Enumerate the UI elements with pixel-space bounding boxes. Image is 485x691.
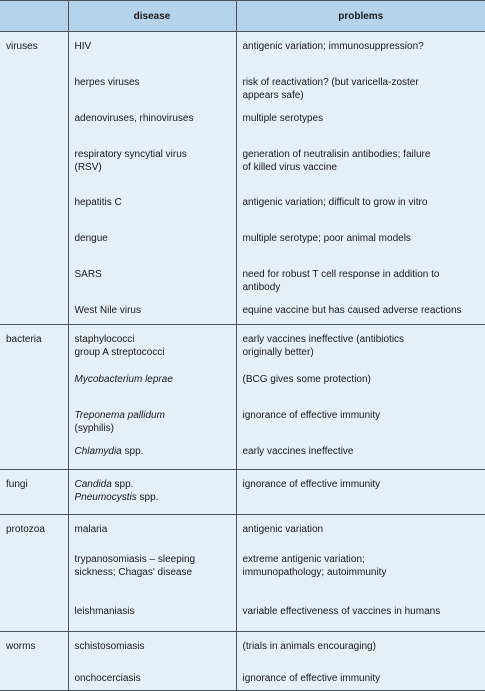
header-row (0, 1, 485, 32)
problem-entry: ignorance of effective immunity (242, 673, 381, 684)
problem-entry: antigenic variation; immunosuppression? (242, 41, 424, 52)
problem-entry: ignorance of effective immunity (242, 479, 381, 490)
header-disease: disease (68, 1, 236, 32)
problem-entry: risk of reactivation? (but varicella-zoster appears safe) (242, 77, 419, 101)
table-body (0, 32, 485, 691)
disease-entry: Candida spp. Pneumocystis spp. (74, 479, 159, 503)
problem-entry: antigenic variation; difficult to grow in vitro (242, 197, 428, 208)
problem-entry: variable effectiveness of vaccines in humans (242, 606, 441, 617)
problem-entry: multiple serotypes (242, 113, 324, 124)
disease-cell (68, 632, 236, 691)
problem-entry: antigenic variation (242, 524, 324, 535)
disease-entry: leishmaniasis (74, 606, 135, 617)
category-cell: protozoa (0, 515, 68, 632)
disease-cell (68, 515, 236, 632)
disease-cell (68, 325, 236, 470)
disease-cell (68, 470, 236, 515)
problems-cell (236, 470, 485, 515)
category-cell: bacteria (0, 325, 68, 470)
disease-entry: SARS (74, 269, 102, 280)
table-row (0, 325, 485, 470)
category-cell: fungi (0, 470, 68, 515)
disease-entry: schistosomiasis (74, 641, 145, 652)
disease-entry: Mycobacterium leprae (74, 374, 173, 385)
problems-cell (236, 632, 485, 691)
category-cell: viruses (0, 32, 68, 325)
header-problems: problems (236, 1, 485, 32)
disease-entry: dengue (74, 233, 108, 244)
table-row (0, 470, 485, 515)
problem-entry: (BCG gives some protection) (242, 374, 371, 385)
disease-entry: respiratory syncytial virus (RSV) (74, 149, 187, 173)
problems-cell (236, 515, 485, 632)
problem-entry: early vaccines ineffective (antibiotics originally better) (242, 334, 405, 358)
problem-entry: (trials in animals encouraging) (242, 641, 376, 652)
disease-entry: herpes viruses (74, 77, 140, 88)
disease-entry: adenoviruses, rhinoviruses (74, 113, 194, 124)
disease-entry: staphylococci group A streptococci (74, 334, 165, 358)
category-cell: worms (0, 632, 68, 691)
problems-cell (236, 325, 485, 470)
disease-entry: Treponema pallidum (syphilis) (74, 410, 165, 434)
disease-cell (68, 32, 236, 325)
problem-entry: extreme antigenic variation; immunopathology; autoimmunity (242, 554, 387, 578)
problem-entry: multiple serotype; poor animal models (242, 233, 411, 244)
disease-entry: Chlamydia spp. (74, 446, 144, 457)
problems-cell (236, 32, 485, 325)
problem-entry: early vaccines ineffective (242, 446, 354, 457)
table-row (0, 632, 485, 691)
disease-entry: trypanosomiasis – sleeping sickness; Chagas' disease (74, 554, 196, 578)
disease-entry: West Nile virus (74, 305, 141, 316)
table-row (0, 32, 485, 325)
disease-entry: malaria (74, 524, 108, 535)
table-row (0, 515, 485, 632)
problem-entry: generation of neutralisin antibodies; failure of killed virus vaccine (242, 149, 431, 173)
disease-entry: hepatitis C (74, 197, 122, 208)
disease-entry: onchocerciasis (74, 673, 141, 684)
problem-entry: ignorance of effective immunity (242, 410, 381, 421)
problem-entry: need for robust T cell response in addition to antibody (242, 269, 440, 293)
header-category (0, 1, 68, 32)
disease-entry: HIV (74, 41, 92, 52)
problem-entry: equine vaccine but has caused adverse reactions (242, 305, 462, 316)
